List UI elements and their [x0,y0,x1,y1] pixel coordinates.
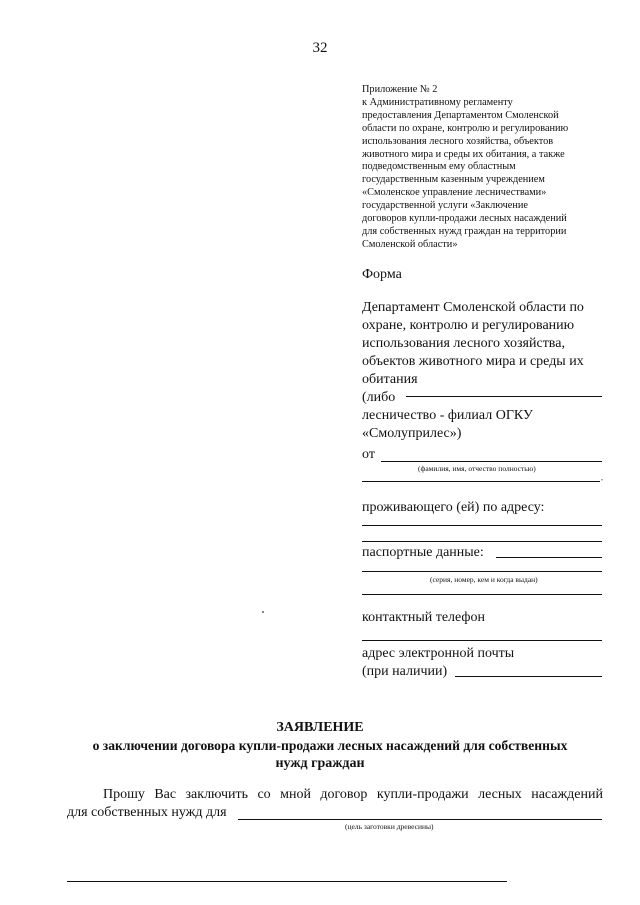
appendix-line: области по охране, контролю и регулированию [362,122,569,134]
residence-label: проживающего (ей) по адресу: [362,500,545,515]
addressee-line: охране, контролю и регулированию [362,318,575,333]
stray-dot [262,611,264,613]
appendix-line: государственным казенным учреждением [362,174,545,186]
addressee-line: объектов животного мира и среды их [362,354,584,369]
from-label: от [362,447,375,462]
appendix-line: для собственных нужд граждан на территории [362,225,567,237]
appendix-line: подведомственным ему областным [362,161,516,173]
email-line[interactable] [455,676,602,677]
email-label: адрес электронной почты [362,646,515,661]
appendix-line: Смоленской области» [362,238,458,250]
appendix-header [362,84,602,252]
passport-label: паспортные данные: [362,545,484,560]
appendix-line: «Смоленское управление лесничествами» [362,187,547,199]
residence-line-1[interactable] [362,525,602,526]
appendix-line: животного мира и среды их обитания, а также [362,148,565,160]
request-text-line-1: Прошу Вас заключить со мной договор купли-продажи лесных насаждений [103,787,603,802]
email-label-note: (при наличии) [362,664,448,679]
bottom-separator [67,881,507,882]
appendix-line: государственной услуги «Заключение [362,200,528,212]
appendix-line: к Административному регламенту [362,96,513,108]
statement-title: ЗАЯВЛЕНИЕ [276,720,364,735]
addressee-line: использования лесного хозяйства, [362,336,565,351]
addressee-line: Департамент Смоленской области по [362,300,584,315]
addressee-block [362,299,584,443]
purpose-caption: (цель заготовки древесины) [345,822,434,831]
appendix-line: использования лесного хозяйства, объектов [362,135,554,147]
residence-line-2[interactable] [362,541,602,542]
forestry-line-1: лесничество - филиал ОГКУ [362,408,533,423]
libo-blank-line[interactable] [406,396,602,397]
passport-line-1[interactable] [496,557,602,558]
statement-subtitle-2: нужд граждан [275,756,365,771]
form-label: Форма [362,267,402,282]
page-number: 32 [312,40,328,56]
purpose-line[interactable] [238,819,602,820]
phone-label: контактный телефон [362,610,485,625]
from-name-line-2[interactable] [362,481,600,482]
from-comma: , [601,473,603,482]
from-name-caption: (фамилия, имя, отчество полностью) [418,464,536,473]
request-text-line-2: для собственных нужд для [67,805,227,820]
addressee-line: обитания [362,372,418,387]
phone-line[interactable] [362,640,602,641]
passport-caption: (серия, номер, кем и когда выдан) [430,575,538,584]
statement-subtitle-1: о заключении договора купли-продажи лесных насаждений для собственных [92,738,568,753]
libo-label: (либо [362,390,396,405]
passport-line-3[interactable] [362,594,602,595]
appendix-line: Приложение № 2 [362,84,438,95]
from-name-line[interactable] [381,461,602,462]
forestry-line-2: «Смолуприлес») [362,426,462,441]
appendix-line: договоров купли-продажи лесных насаждений [362,213,567,225]
passport-line-2[interactable] [362,571,602,572]
appendix-line: предоставления Департаментом Смоленской [362,109,559,121]
